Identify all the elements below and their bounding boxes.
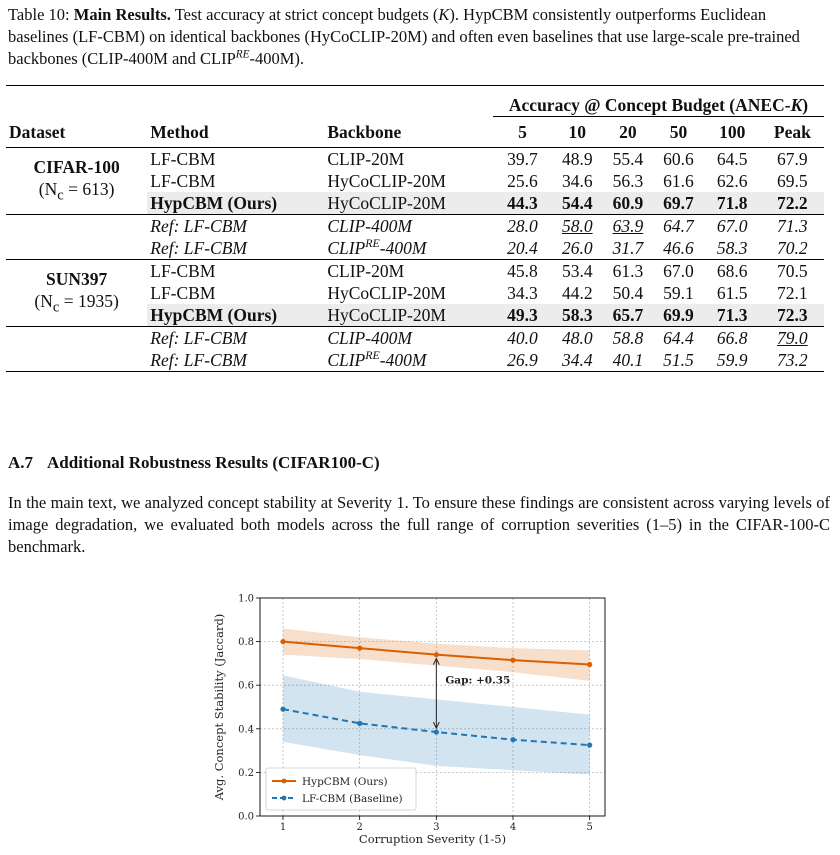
dataset-spacer: [6, 215, 147, 260]
body-paragraph: In the main text, we analyzed concept stability at Severity 1. To ensure these findings are consistent across varying levels of image degradation, we evaluated both models across the full range of corruption severities (1–5) in the CIFAR-100-C benchmark.: [8, 493, 830, 556]
value-cell: 39.7: [507, 149, 538, 169]
value-cell: 34.4: [552, 349, 603, 372]
y-tick-label: 1.0: [238, 593, 254, 605]
backbone-cell: CLIP-400M: [324, 215, 493, 238]
backbone-cell: $CLIP^{RE}-400M$: [324, 237, 493, 260]
value-cell: 60.6: [663, 149, 694, 169]
x-tick-label: 4: [509, 822, 517, 833]
method-cell: LF-CBM: [150, 283, 216, 303]
backbone-cell: CLIP-20M: [327, 149, 405, 169]
y-axis-label: Avg. Concept Stability (Jaccard): [212, 613, 226, 801]
table-row: [6, 215, 824, 238]
dataset-spacer: [6, 327, 147, 372]
value-cell: 68.6: [716, 261, 748, 281]
data-point: [587, 662, 592, 667]
value-cell: 69.5: [777, 171, 808, 191]
value-cell: 67.0: [663, 261, 694, 281]
value-cell: 79.0: [761, 327, 824, 350]
y-tick-label: 0.4: [238, 724, 254, 736]
table-caption: [8, 4, 828, 70]
caption-text-1: Test accuracy at strict concept budgets (: [174, 5, 439, 24]
value-cell: 34.6: [561, 171, 593, 191]
x-tick-label: 1: [279, 822, 287, 833]
legend-label: HypCBM (Ours): [302, 775, 388, 788]
header-budget: 20: [603, 117, 654, 148]
value-cell: 59.1: [663, 283, 694, 303]
value-cell: 45.8: [507, 261, 538, 281]
dataset-class-count: $(N_c = 1935)$: [34, 290, 119, 316]
value-cell: 69.9: [653, 304, 704, 327]
caption-re-sup: RE: [235, 48, 250, 61]
caption-text-2: ). HypCBM consistently outperforms Euclidean baselines (LF-CBM) on identical backbones (HyCoCLIP-20M) and often even baselines that use large-scale pre-trained backbones (CLIP-400M and CLIP: [8, 5, 800, 68]
header-budget: 10: [552, 117, 603, 148]
value-cell: 64.4: [653, 327, 704, 350]
value-cell: 70.2: [761, 237, 824, 260]
table-row: [6, 327, 824, 350]
table-row: [6, 148, 824, 171]
value-cell: 72.1: [777, 283, 808, 303]
legend-marker: [282, 796, 287, 801]
value-cell: 44.3: [493, 192, 552, 215]
value-cell: 26.0: [552, 237, 603, 260]
value-cell: 69.7: [653, 192, 704, 215]
value-cell: 65.7: [603, 304, 654, 327]
header-dataset: Dataset: [6, 117, 147, 148]
section-number: A.7: [8, 453, 34, 472]
backbone-cell: HyCoCLIP-20M: [324, 192, 493, 215]
value-cell: 26.9: [493, 349, 552, 372]
value-cell: 63.9: [603, 215, 654, 238]
backbone-cell: HyCoCLIP-20M: [324, 304, 493, 327]
accuracy-group-header: Accuracy @ Concept Budget (ANEC-K): [493, 92, 824, 117]
gap-annotation: Gap: +0.35: [445, 674, 511, 687]
value-cell: 72.3: [761, 304, 824, 327]
value-cell: 58.3: [552, 304, 603, 327]
data-point: [510, 658, 515, 663]
value-cell: 49.3: [493, 304, 552, 327]
value-cell: 59.9: [704, 349, 761, 372]
caption-text-3: -400M).: [249, 49, 305, 68]
backbone-cell: CLIP-400M: [324, 327, 493, 350]
value-cell: 64.5: [716, 149, 748, 169]
value-cell: 44.2: [561, 283, 593, 303]
data-point: [587, 743, 592, 748]
backbone-cell: $CLIP^{RE}-400M$: [324, 349, 493, 372]
table-row: [6, 260, 824, 283]
method-cell: LF-CBM: [150, 261, 216, 281]
value-cell: 58.0: [552, 215, 603, 238]
value-cell: 72.2: [761, 192, 824, 215]
data-point: [280, 707, 285, 712]
results-table: [6, 85, 824, 372]
x-tick-label: 2: [356, 822, 363, 833]
value-cell: 31.7: [603, 237, 654, 260]
backbone-cell: CLIP-20M: [327, 261, 405, 281]
method-cell: Ref: LF-CBM: [147, 327, 324, 350]
value-cell: 51.5: [653, 349, 704, 372]
value-cell: 58.3: [704, 237, 761, 260]
value-cell: 61.5: [716, 283, 748, 303]
caption-title: Main Results.: [73, 5, 171, 24]
value-cell: 71.8: [704, 192, 761, 215]
header-budget: 5: [493, 117, 552, 148]
header-budget-peak: Peak: [761, 117, 824, 148]
method-cell: LF-CBM: [150, 171, 216, 191]
dataset-class-count: $(N_c = 613)$: [38, 178, 115, 204]
value-cell: 53.4: [561, 261, 593, 281]
x-tick-label: 5: [586, 822, 593, 833]
x-tick-label: 3: [433, 822, 440, 833]
caption-label: Table 10:: [8, 5, 70, 24]
value-cell: 48.0: [552, 327, 603, 350]
header-budget: 50: [653, 117, 704, 148]
caption-k: K: [438, 5, 450, 24]
method-cell: HypCBM (Ours): [147, 304, 324, 327]
header-budget: 100: [704, 117, 761, 148]
data-point: [280, 639, 285, 644]
data-point: [357, 646, 362, 651]
data-point: [510, 737, 515, 742]
value-cell: 67.0: [704, 215, 761, 238]
data-point: [357, 721, 362, 726]
dataset-name: CIFAR-100: [33, 156, 120, 177]
value-cell: 40.1: [603, 349, 654, 372]
method-cell: Ref: LF-CBM: [147, 349, 324, 372]
value-cell: 61.6: [663, 171, 694, 191]
value-cell: 40.0: [493, 327, 552, 350]
section-heading: [8, 453, 380, 473]
legend-marker: [282, 779, 287, 784]
value-cell: 58.8: [603, 327, 654, 350]
value-cell: 71.3: [761, 215, 824, 238]
backbone-cell: HyCoCLIP-20M: [327, 171, 446, 191]
method-cell: HypCBM (Ours): [147, 192, 324, 215]
value-cell: 60.9: [603, 192, 654, 215]
value-cell: 28.0: [493, 215, 552, 238]
method-cell: LF-CBM: [150, 149, 216, 169]
data-point: [434, 729, 439, 734]
value-cell: 48.9: [561, 149, 593, 169]
value-cell: 56.3: [612, 171, 644, 191]
value-cell: 34.3: [507, 283, 538, 303]
value-cell: 64.7: [653, 215, 704, 238]
legend-label: LF-CBM (Baseline): [302, 792, 403, 805]
section-title: Additional Robustness Results (CIFAR100-C): [47, 453, 380, 472]
value-cell: 67.9: [777, 149, 808, 169]
value-cell: 50.4: [612, 283, 644, 303]
value-cell: 46.6: [653, 237, 704, 260]
dataset-cell: [6, 148, 147, 215]
value-cell: 61.3: [612, 261, 644, 281]
method-cell: Ref: LF-CBM: [147, 215, 324, 238]
dataset-cell: [6, 260, 147, 327]
value-cell: 70.5: [777, 261, 808, 281]
method-cell: Ref: LF-CBM: [147, 237, 324, 260]
value-cell: 62.6: [716, 171, 748, 191]
value-cell: 25.6: [507, 171, 538, 191]
value-cell: 54.4: [552, 192, 603, 215]
y-tick-label: 0.8: [238, 637, 254, 649]
value-cell: 71.3: [704, 304, 761, 327]
backbone-cell: HyCoCLIP-20M: [327, 283, 446, 303]
value-cell: 55.4: [612, 149, 644, 169]
header-method: Method: [147, 117, 324, 148]
value-cell: 66.8: [704, 327, 761, 350]
stability-chart: [205, 588, 625, 850]
y-tick-label: 0.6: [238, 680, 254, 692]
y-tick-label: 0.2: [238, 767, 254, 779]
x-axis-label: Corruption Severity (1-5): [358, 832, 507, 846]
data-point: [434, 652, 439, 657]
y-tick-label: 0.0: [238, 811, 254, 823]
value-cell: 73.2: [761, 349, 824, 372]
value-cell: 20.4: [493, 237, 552, 260]
header-backbone: Backbone: [324, 117, 493, 148]
dataset-name: SUN397: [45, 268, 108, 289]
